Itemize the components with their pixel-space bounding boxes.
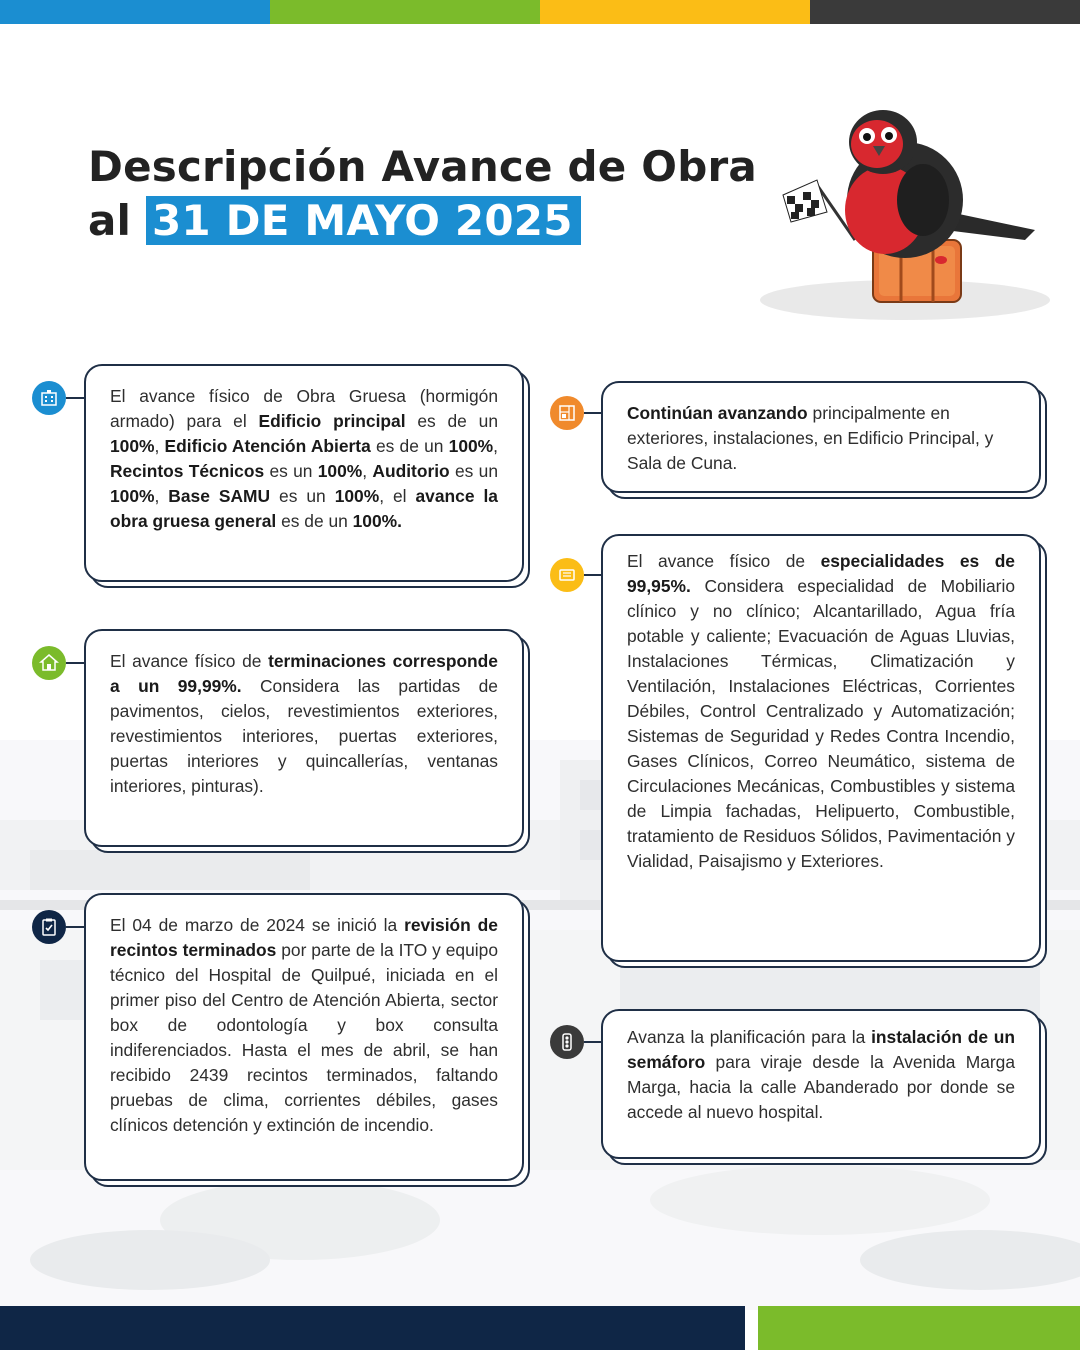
stripe-blue xyxy=(0,0,270,24)
clipboard-check-icon xyxy=(32,910,66,944)
stripe-green xyxy=(270,0,540,24)
building-icon xyxy=(32,381,66,415)
card-text-bold: 100%. xyxy=(352,511,402,531)
card-text-segment: por parte de la ITO y equipo técnico del Hospital de Quilpué, iniciada en el primer piso del Centro de Atención Abierta, sector box de odontología y box consulta indiferenciados. Hasta el mes de abril, se han recibido 2439 recintos terminados, faltando pruebas de clima, corrientes débiles, gases clínicos detención y extinción de incendio. xyxy=(110,940,498,1135)
card-text-segment: , xyxy=(154,436,165,456)
bird-mascot-illustration xyxy=(755,100,1055,325)
card-text-segment: Considera especialidad de Mobiliario clínico y no clínico; Alcantarillado, Agua fría potable y caliente; Evacuación de Aguas Lluvias, Instalaciones Térmicas, Climatización y Ventilación, Instalaciones Eléctricas, Corrientes Débiles, Control Centralizado y Automatización; Sistemas de Seguridad y Redes Contra Incendio, Gases Clínicos, Correo Neumático, sistema de Circulaciones Mecánicas, Combustibles y sistema de Limpia fachadas, Helipuerto, Combustible, tratamiento de Residuos Sólidos, Pavimentación y Vialidad, Paisajismo y Exteriores. xyxy=(627,576,1015,871)
card-text xyxy=(110,913,498,1138)
card-text-bold: terminaciones corresponde a un 99,99%. xyxy=(110,651,498,696)
card-text-segment: El avance físico de Obra Gruesa (hormigón armado) para el xyxy=(110,386,498,431)
stripe-dark xyxy=(810,0,1080,24)
card-text-bold: 100% xyxy=(317,461,363,481)
connector-line xyxy=(66,926,86,928)
card-text-bold: revisión de recintos terminados xyxy=(110,915,498,960)
traffic-light-icon xyxy=(550,1025,584,1059)
card-text xyxy=(110,384,498,534)
card-text-segment: es de un xyxy=(405,411,498,431)
card-text-segment: El 04 de marzo de 2024 se inició la xyxy=(110,915,405,935)
card-text xyxy=(627,549,1015,874)
card-text-bold: Auditorio xyxy=(372,461,450,481)
card-text-segment: Considera las partidas de pavimentos, cielos, revestimientos exteriores, revestimientos interiores, puertas exteriores, puertas interiores y quincallerías, ventanas interiores, pinturas). xyxy=(110,676,498,796)
card-text-segment: , xyxy=(362,461,373,481)
card-text-bold: Edificio Atención Abierta xyxy=(164,436,371,456)
card-text-segment: es un xyxy=(449,461,498,481)
card-text-bold: avance la obra gruesa general xyxy=(110,486,498,531)
card-text-segment: El avance físico de xyxy=(627,551,821,571)
card-text-segment: para viraje desde la Avenida Marga Marga, hacia la calle Abanderado por donde se accede al nuevo hospital. xyxy=(627,1052,1015,1122)
card-text-bold: Recintos Técnicos xyxy=(110,461,265,481)
card-especialidades xyxy=(601,534,1041,962)
card-text-bold: 100% xyxy=(448,436,494,456)
card-text-segment: es de un xyxy=(276,511,353,531)
card-text-bold: 100% xyxy=(334,486,380,506)
footer-bar-navy xyxy=(0,1306,745,1350)
card-text-segment: Avanza la planificación para la xyxy=(627,1027,872,1047)
card-text-segment: es un xyxy=(264,461,318,481)
page-title xyxy=(88,140,757,248)
card-text-segment: es un xyxy=(270,486,335,506)
card-text-segment: es de un xyxy=(370,436,449,456)
card-obra-gruesa xyxy=(84,364,524,582)
card-text-bold: especialidades es de 99,95%. xyxy=(627,551,1015,596)
top-color-stripes xyxy=(0,0,1080,24)
card-text xyxy=(110,649,498,799)
checkered-flag-icon xyxy=(783,180,827,222)
title-prefix: al xyxy=(88,196,132,245)
card-terminaciones xyxy=(84,629,524,847)
footer-bar-green xyxy=(758,1306,1080,1350)
card-semaforo xyxy=(601,1009,1041,1159)
card-text-segment: , xyxy=(493,436,498,456)
card-continuan-avanzando xyxy=(601,381,1041,493)
card-text-segment: , xyxy=(154,486,169,506)
card-text xyxy=(627,1025,1015,1125)
blueprint-icon xyxy=(550,396,584,430)
title-line-2 xyxy=(88,194,757,248)
card-text-bold: instalación de un semáforo xyxy=(627,1027,1016,1072)
card-text-segment: principalmente en exteriores, instalaciones, en Edificio Principal, y Sala de Cuna. xyxy=(627,403,994,473)
card-text-bold: 100% xyxy=(110,486,155,506)
title-date-highlight: 31 DE MAYO 2025 xyxy=(146,196,581,245)
house-icon xyxy=(32,646,66,680)
connector-line xyxy=(66,662,86,664)
tools-icon xyxy=(550,558,584,592)
card-text-bold: 100% xyxy=(110,436,155,456)
card-text-bold: Base SAMU xyxy=(168,486,271,506)
card-text-bold: Edificio principal xyxy=(258,411,406,431)
connector-line xyxy=(66,397,86,399)
card-revision-recintos xyxy=(84,893,524,1181)
card-text-segment: El avance físico de xyxy=(110,651,269,671)
card-text-bold: Continúan avanzando xyxy=(627,403,808,423)
card-text-segment: , el xyxy=(379,486,416,506)
stripe-yellow xyxy=(540,0,810,24)
title-line-1: Descripción Avance de Obra xyxy=(88,142,757,191)
card-text xyxy=(627,401,1015,476)
